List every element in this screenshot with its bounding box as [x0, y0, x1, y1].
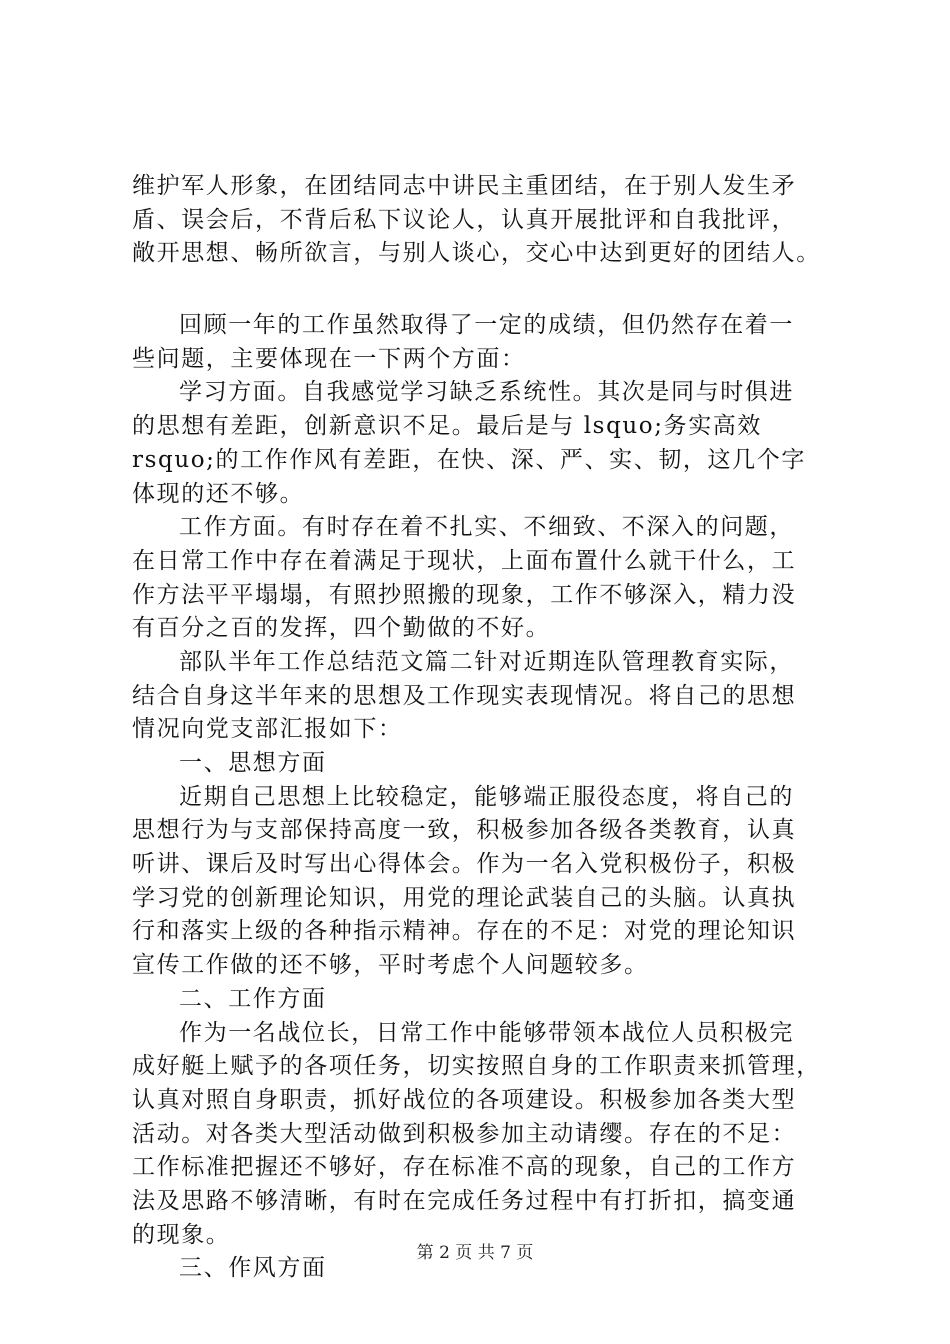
- text-line: 成好艇上赋予的各项任务，切实按照自身的工作职责来抓管理，: [132, 1053, 821, 1080]
- text-line: 体现的还不够。: [132, 480, 305, 507]
- paragraph-thought: [132, 781, 822, 983]
- text-line: 认真对照自身职责，抓好战位的各项建设。积极参加各类大型: [132, 1086, 797, 1113]
- text-line: 工作标准把握还不够好，存在标准不高的现象，自己的工作方: [132, 1154, 797, 1181]
- text-line: 活动。对各类大型活动做到积极参加主动请缨。存在的不足：: [132, 1120, 797, 1147]
- text-line: 盾、误会后，不背后私下议论人，认真开展批评和自我批评，: [132, 206, 797, 233]
- text-line: 三、作风方面: [179, 1255, 327, 1282]
- text-line: 有百分之百的发挥，四个勤做的不好。: [132, 615, 551, 642]
- text-line: 学习党的创新理论知识，用党的理论武装自己的头脑。认真执: [132, 884, 797, 911]
- text-line: 听讲、课后及时写出心得体会。作为一名入党积极份子，积极: [132, 851, 797, 878]
- text-line: 在日常工作中存在着满足于现状，上面布置什么就干什么，工: [132, 547, 797, 574]
- text-line: 作为一名战位长，日常工作中能够带领本战位人员积极完: [179, 1019, 794, 1046]
- paragraph-military-image: [132, 170, 822, 271]
- text-line: 敞开思想、畅所欲言，与别人谈心，交心中达到更好的团结人。: [132, 240, 821, 267]
- text-line: 些问题，主要体现在一下两个方面：: [132, 345, 526, 372]
- text-line: 法及思路不够清晰，有时在完成任务过程中有打折扣，搞变通: [132, 1187, 797, 1214]
- text-line: 情况向党支部汇报如下：: [132, 716, 403, 743]
- section-heading-thought: [132, 747, 822, 781]
- text-line: 工作方面。有时存在着不扎实、不细致、不深入的问题，: [179, 514, 794, 541]
- paragraph-work: [132, 511, 822, 646]
- text-line: 结合自身这半年来的思想及工作现实表现情况。将自己的思想: [132, 682, 797, 709]
- section-heading-work: [132, 983, 822, 1017]
- text-line: 二、工作方面: [179, 985, 327, 1012]
- paragraph-gap: [132, 271, 822, 309]
- text-line: 思想行为与支部保持高度一致，积极参加各级各类教育，认真: [132, 817, 797, 844]
- text-line: 维护军人形象，在团结同志中讲民主重团结，在于别人发生矛: [132, 173, 797, 199]
- text-line: 部队半年工作总结范文篇二针对近期连队管理教育实际，: [179, 648, 794, 675]
- page-number-footer: 第 2 页 共 7 页: [416, 1243, 534, 1263]
- text-line: 一、思想方面: [179, 750, 327, 776]
- text-line: 行和落实上级的各种指示精神。存在的不足：对党的理论知识: [132, 918, 797, 945]
- text-line: 回顾一年的工作虽然取得了一定的成绩，但仍然存在着一: [179, 312, 794, 339]
- text-line: 宣传工作做的还不够，平时考虑个人问题较多。: [132, 952, 649, 979]
- text-line: 的现象。: [132, 1221, 231, 1248]
- paragraph-study: [132, 376, 822, 511]
- paragraph-work-duty: [132, 1017, 822, 1253]
- text-line: 的思想有差距，创新意识不足。最后是与 lsquo;务实高效: [132, 413, 763, 440]
- text-line: 作方法平平塌塌，有照抄照搬的现象，工作不够深入，精力没: [132, 581, 797, 608]
- paragraph-report-intro: [132, 646, 822, 747]
- paragraph-review: [132, 309, 822, 376]
- text-line: 近期自己思想上比较稳定，能够端正服役态度，将自己的: [179, 783, 794, 810]
- document-body: [132, 170, 822, 1286]
- text-line: rsquo;的工作作风有差距，在快、深、严、实、韧，这几个字: [132, 446, 806, 473]
- text-line: 学习方面。自我感觉学习缺乏系统性。其次是同与时俱进: [179, 379, 794, 406]
